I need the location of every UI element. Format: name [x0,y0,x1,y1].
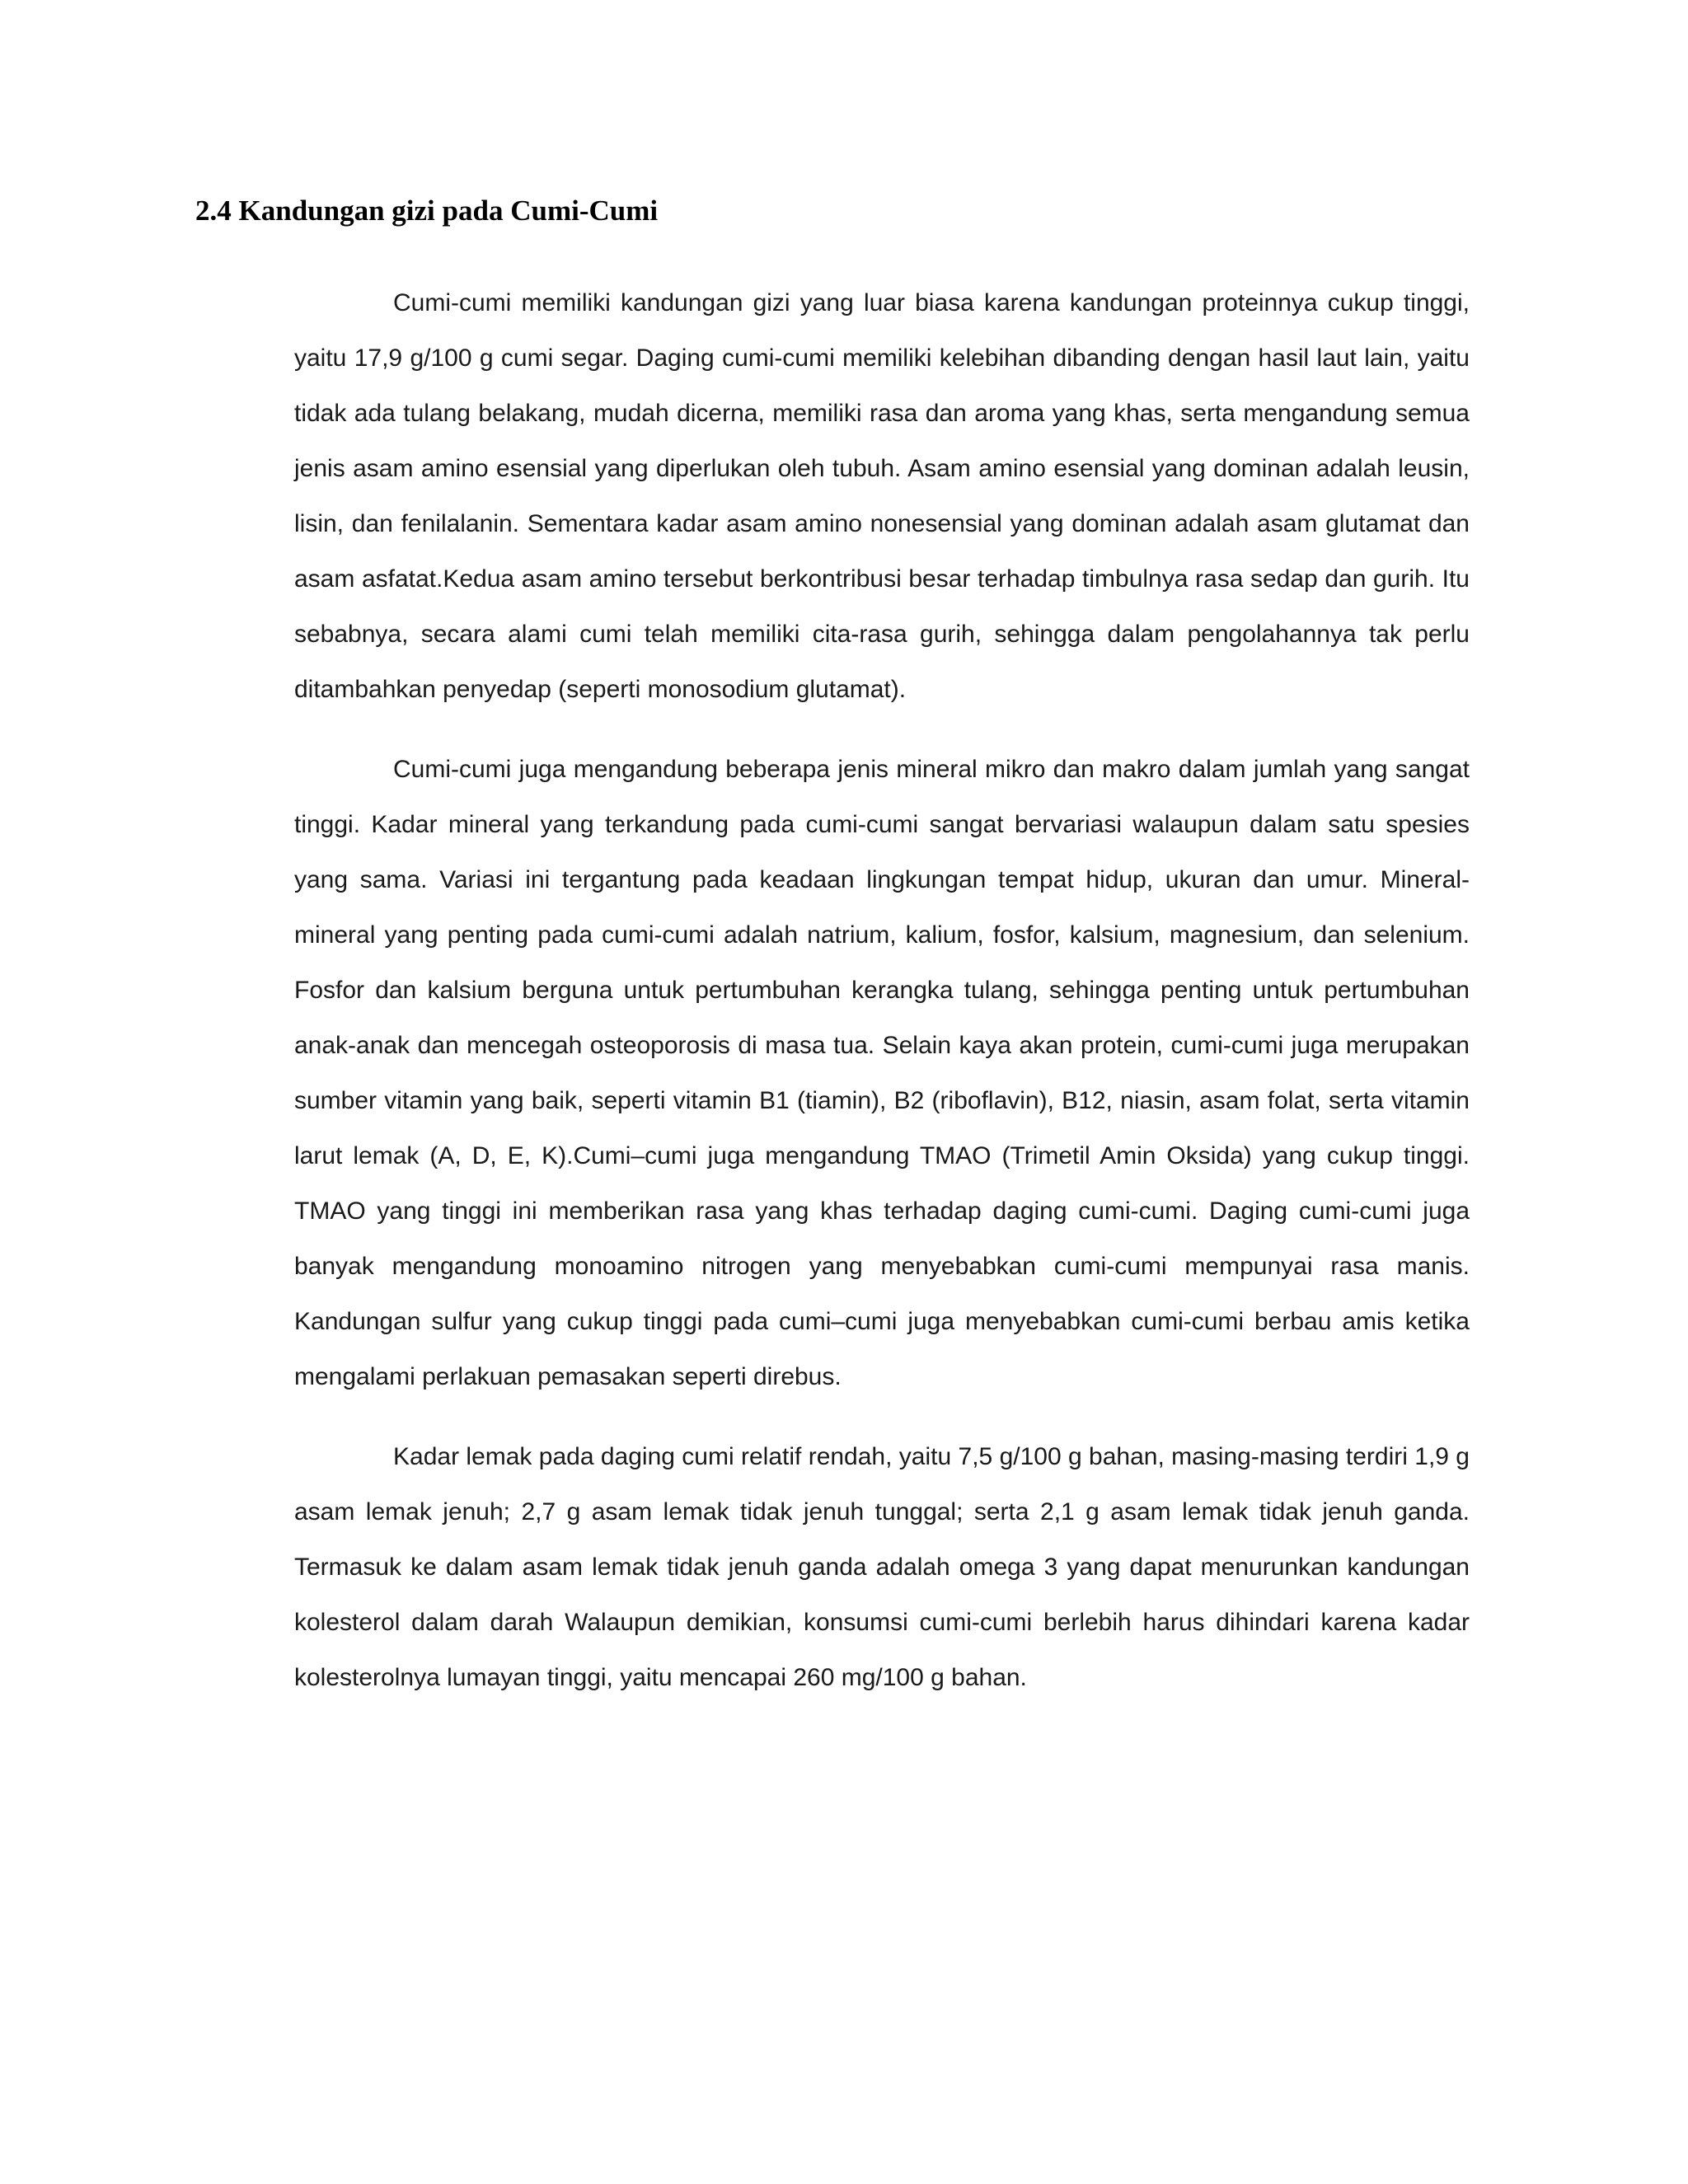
paragraph-fat-cholesterol: Kadar lemak pada daging cumi relatif rendah, yaitu 7,5 g/100 g bahan, masing-masing terdiri 1,9 g asam lemak jenuh; 2,7 g asam lemak tidak jenuh tunggal; serta 2,1 g asam lemak tidak jenuh ganda. Termasuk ke dalam asam lemak tidak jenuh ganda adalah omega 3 yang dapat menurunkan kandungan kolesterol dalam darah Walaupun demikian, konsumsi cumi-cumi berlebih harus dihindari karena kadar kolesterolnya lumayan tinggi, yaitu mencapai 260 mg/100 g bahan. [294,1443,1470,1691]
paragraph-minerals-vitamins: Cumi-cumi juga mengandung beberapa jenis mineral mikro dan makro dalam jumlah yang sangat tinggi. Kadar mineral yang terkandung pada cumi-cumi sangat bervariasi walaupun dalam satu spesies yang sama. Variasi ini tergantung pada keadaan lingkungan tempat hidup, ukuran dan umur. Mineral-mineral yang penting pada cumi-cumi adalah natrium, kalium, fosfor, kalsium, magnesium, dan selenium. Fosfor dan kalsium berguna untuk pertumbuhan kerangka tulang, sehingga penting untuk pertumbuhan anak-anak dan mencegah osteoporosis di masa tua. Selain kaya akan protein, cumi-cumi juga merupakan sumber vitamin yang baik, seperti vitamin B1 (tiamin), B2 (riboflavin), B12, niasin, asam folat, serta vitamin larut lemak (A, D, E, K).Cumi–cumi juga mengandung TMAO (Trimetil Amin Oksida) yang cukup tinggi. TMAO yang tinggi ini memberikan rasa yang khas terhadap daging cumi-cumi. Daging cumi-cumi juga banyak mengandung monoamino nitrogen yang menyebabkan cumi-cumi mempunyai rasa manis. Kandungan sulfur yang cukup tinggi pada cumi–cumi juga menyebabkan cumi-cumi berbau amis ketika mengalami perlakuan pemasakan seperti direbus. [294,756,1470,1390]
section-heading: 2.4 Kandungan gizi pada Cumi-Cumi [195,194,659,227]
section-body [294,275,1470,1705]
paragraph-protein: Cumi-cumi memiliki kandungan gizi yang luar biasa karena kandungan proteinnya cukup tinggi, yaitu 17,9 g/100 g cumi segar. Daging cumi-cumi memiliki kelebihan dibanding dengan hasil laut lain, yaitu tidak ada tulang belakang, mudah dicerna, memiliki rasa dan aroma yang khas, serta mengandung semua jenis asam amino esensial yang diperlukan oleh tubuh. Asam amino esensial yang dominan adalah leusin, lisin, dan fenilalanin. Sementara kadar asam amino nonesensial yang dominan adalah asam glutamat dan asam asfatat.Kedua asam amino tersebut berkontribusi besar terhadap timbulnya rasa sedap dan gurih. Itu sebabnya, secara alami cumi telah memiliki cita-rasa gurih, sehingga dalam pengolahannya tak perlu ditambahkan penyedap (seperti monosodium glutamat). [294,289,1470,703]
